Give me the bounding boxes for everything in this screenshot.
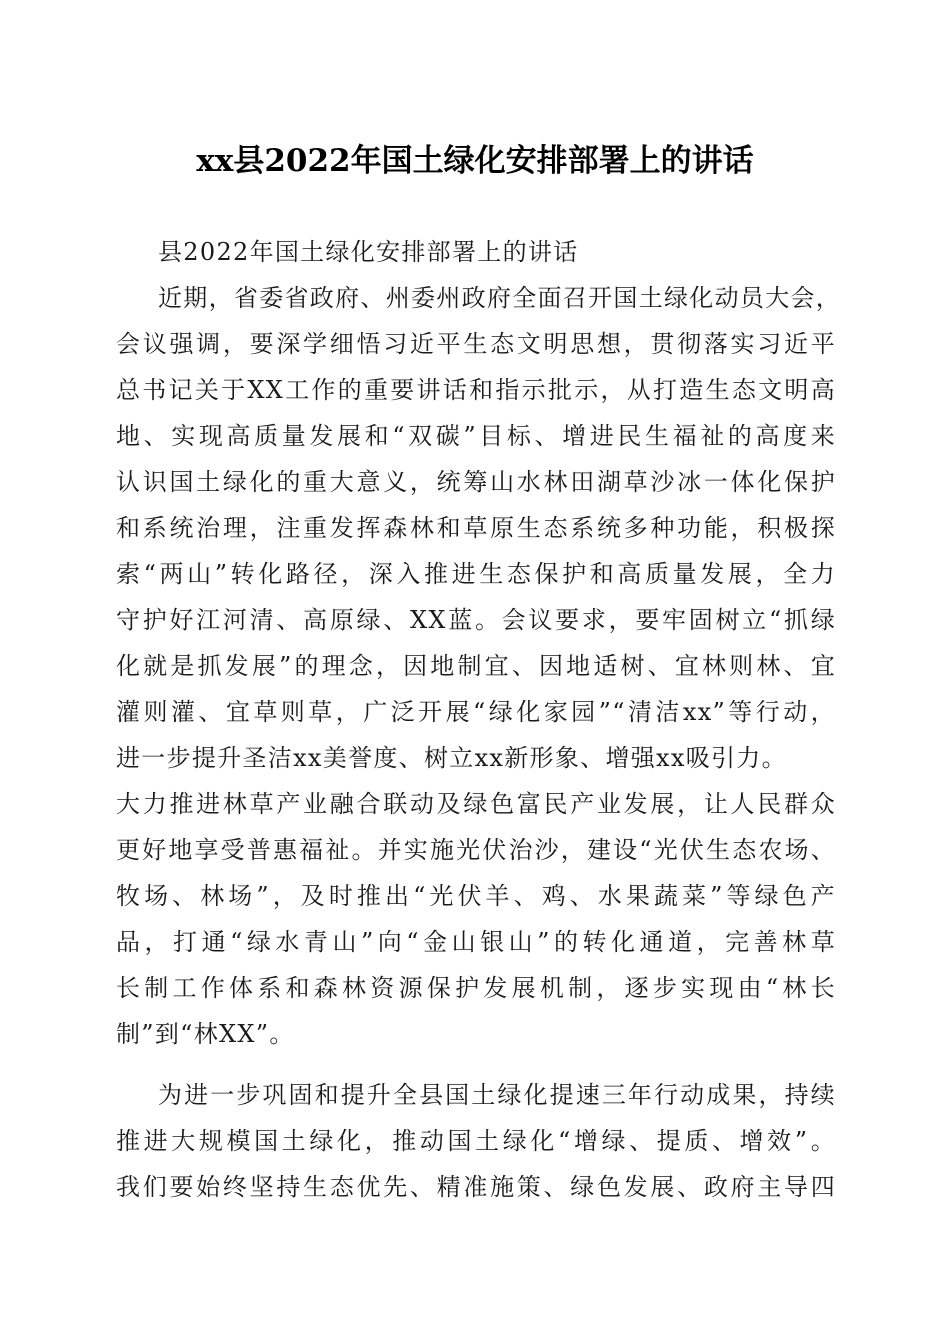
text-line: 总书记关于XX工作的重要讲话和指示批示，从打造生态文明高 — [116, 376, 836, 404]
text-line: 化就是抓发展”的理念，因地制宜、因地适树、宜林则林、宜 — [116, 652, 836, 680]
text-line: 为进一步巩固和提升全县国土绿化提速三年行动成果，持续 — [158, 1081, 836, 1109]
text-line: 我们要始终坚持生态优先、精准施策、绿色发展、政府主导四 — [116, 1173, 836, 1201]
text-line: 会议强调，要深学细悟习近平生态文明思想，贯彻落实习近平 — [116, 330, 836, 358]
text-line: 索“两山”转化路径，深入推进生态保护和高质量发展，全力 — [116, 560, 836, 588]
text-line: 和系统治理，注重发挥森林和草原生态系统多种功能，积极探 — [116, 514, 836, 542]
text-line: 更好地享受普惠福祉。并实施光伏治沙，建设“光伏生态农场、 — [116, 836, 836, 864]
document-title: xx县2022年国土绿化安排部署上的讲话 — [196, 143, 754, 179]
document-subtitle: 县2022年国土绿化安排部署上的讲话 — [158, 238, 579, 266]
text-line: 推进大规模国土绿化，推动国土绿化“增绿、提质、增效”。 — [116, 1127, 836, 1155]
text-line: 长制工作体系和森林资源保护发展机制，逐步实现由“林长 — [116, 974, 836, 1002]
text-line: 守护好江河清、高原绿、XX蓝。会议要求，要牢固树立“抓绿 — [116, 606, 836, 634]
paragraph-1 — [116, 275, 842, 1057]
text-line: 进一步提升圣洁xx美誉度、树立xx新形象、增强xx吸引力。 — [116, 744, 787, 772]
paragraph-gap — [116, 1057, 836, 1072]
text-line: 近期，省委省政府、州委州政府全面召开国土绿化动员大会， — [158, 284, 842, 312]
text-line: 认识国土绿化的重大意义，统筹山水林田湖草沙冰一体化保护 — [116, 468, 836, 496]
text-line: 品，打通“绿水青山”向“金山银山”的转化通道，完善林草 — [116, 928, 836, 956]
text-line: 地、实现高质量发展和“双碳”目标、增进民生福祉的高度来 — [116, 422, 836, 450]
text-line: 灌则灌、宜草则草，广泛开展“绿化家园”“清洁xx”等行动， — [116, 698, 836, 726]
text-line: 大力推进林草产业融合联动及绿色富民产业发展，让人民群众 — [116, 790, 836, 818]
text-line: 制”到“林XX”。 — [116, 1020, 295, 1048]
document-body — [116, 229, 842, 1210]
paragraph-2 — [116, 1072, 836, 1210]
text-line: 牧场、林场”，及时推出“光伏羊、鸡、水果蔬菜”等绿色产 — [116, 882, 836, 910]
